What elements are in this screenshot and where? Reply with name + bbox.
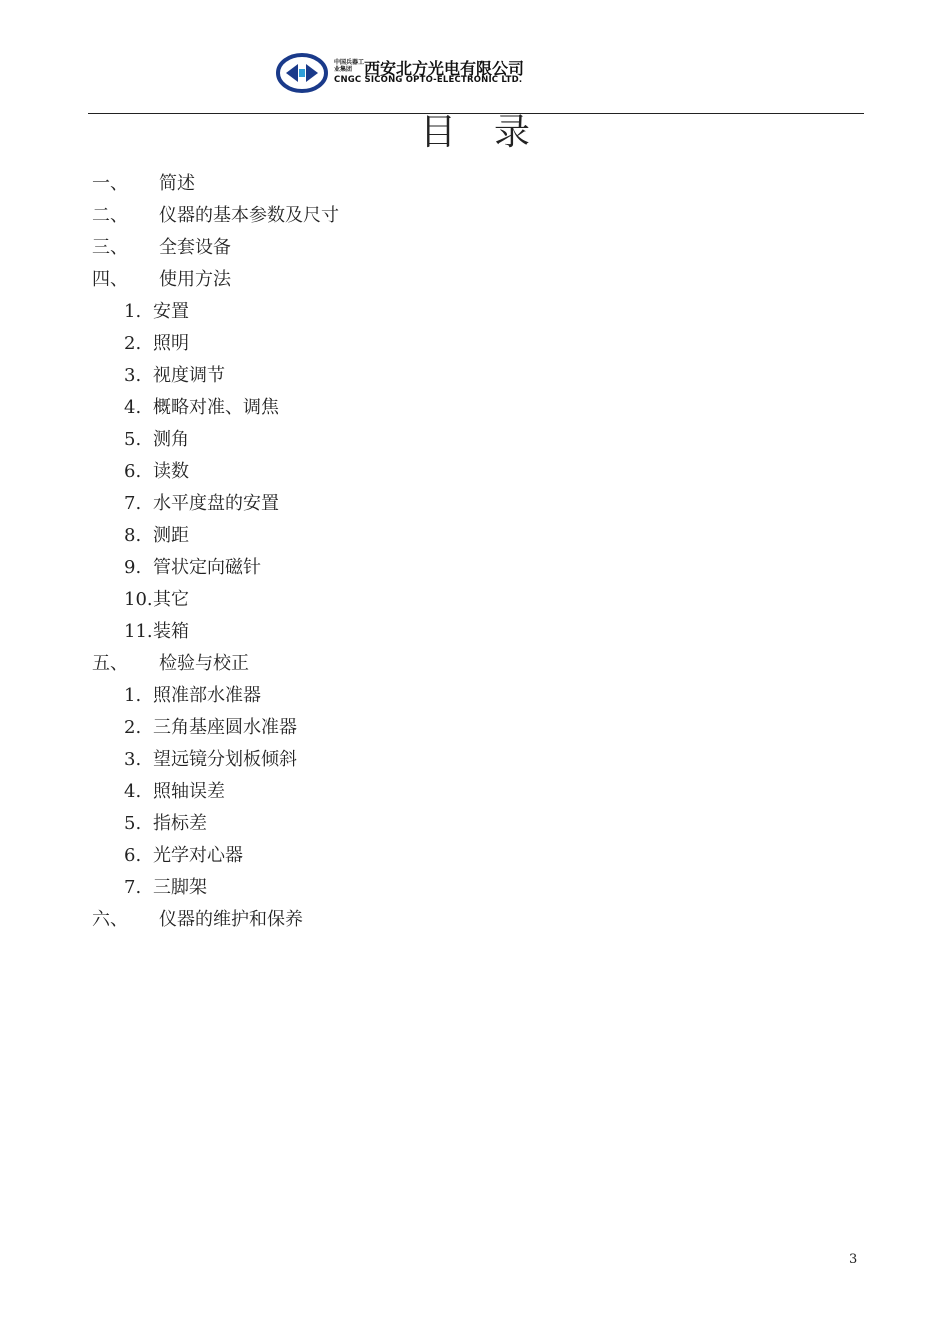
- toc-subsection-number: 3.: [124, 365, 142, 386]
- toc-subsection-number: 2.: [124, 717, 142, 738]
- toc-subsection-number: 10.: [124, 589, 153, 610]
- toc-subsection-label: 望远镜分划板倾斜: [153, 749, 297, 770]
- toc-subsection-label: 水平度盘的安置: [153, 493, 279, 514]
- toc-subsection-number: 5.: [124, 813, 142, 834]
- toc-subsection-number: 6.: [124, 845, 142, 866]
- toc-subsection-label: 三脚架: [153, 877, 207, 898]
- toc-subsection-number: 5.: [124, 429, 142, 450]
- toc-section-number: 二、: [92, 205, 128, 226]
- toc-section-label: 全套设备: [159, 237, 231, 258]
- toc-section-label: 简述: [159, 173, 195, 194]
- toc-section-number: 一、: [92, 173, 128, 194]
- toc-section-number: 五、: [92, 653, 128, 674]
- toc-subsection-number: 9.: [124, 557, 142, 578]
- toc-subsection-number: 6.: [124, 461, 142, 482]
- toc-subsection-number: 1.: [124, 301, 142, 322]
- toc-subsection-number: 3.: [124, 749, 142, 770]
- toc-subsection-label: 测距: [153, 525, 189, 546]
- page-title: 目录: [419, 112, 568, 153]
- toc-subsection-label: 三角基座圆水准器: [153, 717, 297, 738]
- toc-subsection-label: 照轴误差: [153, 781, 225, 802]
- toc-subsection-number: 4.: [124, 397, 142, 418]
- toc-subsection-number: 8.: [124, 525, 142, 546]
- toc-subsection-label: 其它: [153, 589, 189, 610]
- toc-section-number: 六、: [92, 909, 128, 930]
- toc-subsection-number: 2.: [124, 333, 142, 354]
- toc-subsection-number: 1.: [124, 685, 142, 706]
- toc-subsection-label: 读数: [153, 461, 189, 482]
- toc-subsection-label: 照明: [153, 333, 189, 354]
- toc-subsection-label: 视度调节: [153, 365, 225, 386]
- toc-subsection-number: 11.: [124, 621, 153, 642]
- toc-subsection-label: 安置: [153, 301, 189, 322]
- toc-subsection-label: 管状定向磁针: [153, 557, 261, 578]
- toc-section-label: 使用方法: [159, 269, 231, 290]
- toc-subsection-label: 光学对心器: [153, 845, 243, 866]
- toc-subsection-label: 指标差: [153, 813, 207, 834]
- toc-subsection-label: 测角: [153, 429, 189, 450]
- toc-section-label: 仪器的基本参数及尺寸: [159, 205, 339, 226]
- company-emblem-icon: [276, 52, 328, 94]
- toc-subsection-label: 装箱: [153, 621, 189, 642]
- toc-section-number: 三、: [92, 237, 128, 258]
- toc-subsection-number: 4.: [124, 781, 142, 802]
- toc-subsection-number: 7.: [124, 493, 142, 514]
- toc-subsection-label: 照准部水准器: [153, 685, 261, 706]
- group-name-small: 中国兵器工业集团: [334, 59, 365, 73]
- company-logo: [276, 52, 546, 96]
- toc-section-label: 检验与校正: [159, 653, 249, 674]
- toc-subsection-label: 概略对准、调焦: [153, 397, 279, 418]
- page-number: 3: [849, 1252, 858, 1267]
- company-name-cn: 西安北方光电有限公司: [364, 59, 525, 78]
- toc-section-number: 四、: [92, 269, 128, 290]
- company-name-en: CNGC SICONG OPTO-ELECTRONIC LTD.: [334, 75, 523, 85]
- toc-section-label: 仪器的维护和保养: [159, 909, 303, 930]
- toc-subsection-number: 7.: [124, 877, 142, 898]
